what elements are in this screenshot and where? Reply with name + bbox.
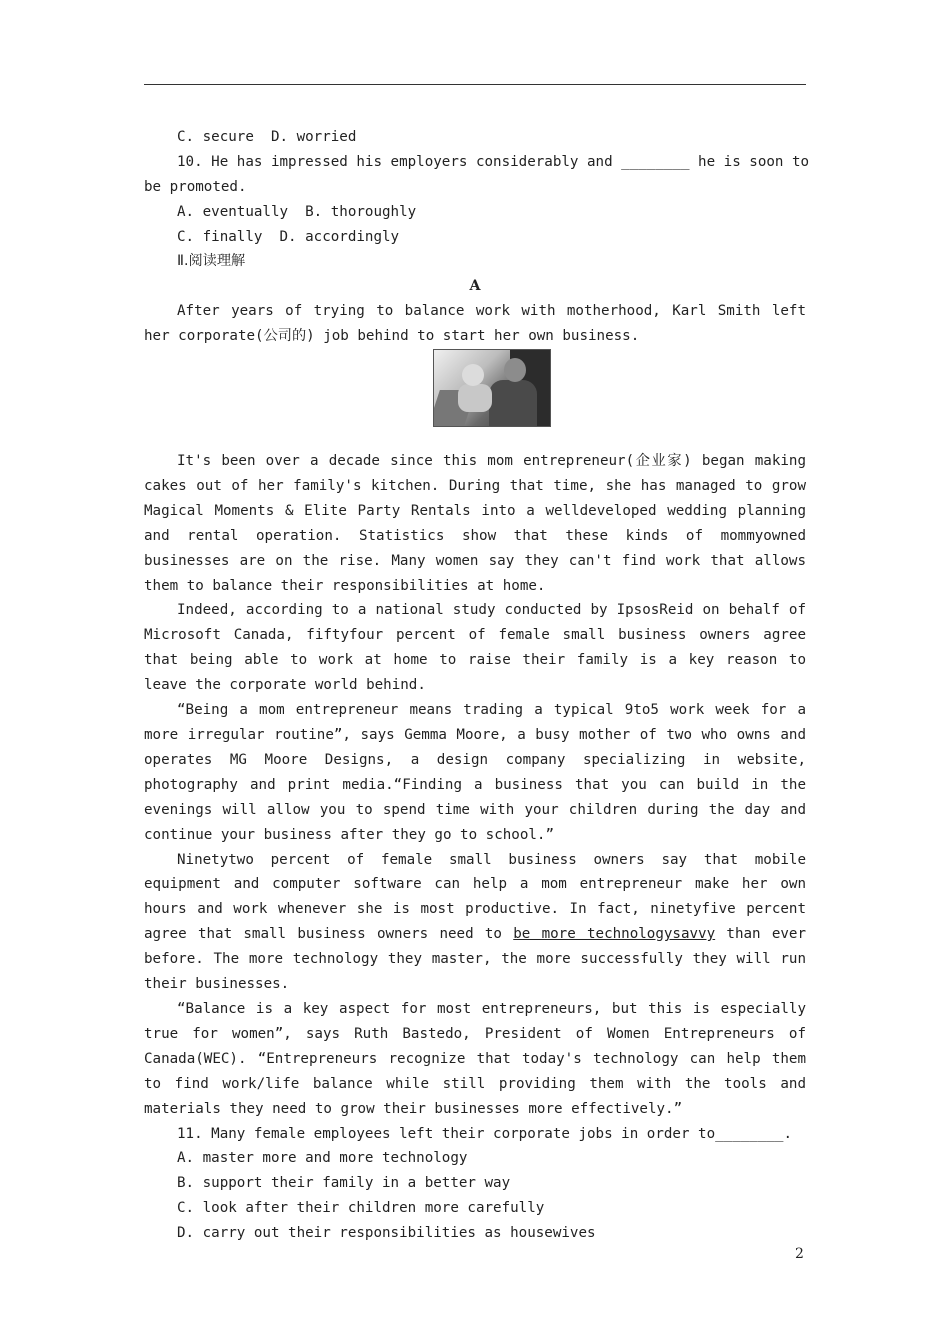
photo-container	[144, 349, 806, 449]
page-content	[144, 125, 810, 1246]
header-rule	[144, 84, 806, 85]
section-title: Ⅱ.阅读理解	[177, 253, 246, 270]
page-number: 2	[795, 1246, 804, 1262]
passage-paragraph-3: “Being a mom entrepreneur means trading a typical 9to5 work week for a more irregular routine”, says Gemma Moore, a busy mother of two who owns and operates MG Moore Designs, a design company specializing in website, photography and print media.“Finding a business that you can build in the evenings will allow you to spend time with your children during the day and continue your business after they go to school.”	[144, 702, 806, 843]
q11-stem: 11. Many female employees left their corporate jobs in order to________.	[177, 1125, 792, 1142]
q10-stem-line2: be promoted.	[144, 178, 247, 195]
paragraph-4-text-before: Ninetytwo percent of female small business owners say that mobile equipment and computer software can help a mom entrepreneur make her own hours and work whenever she is most productive. In fact, ninetyfive percent agree that small business owners need to	[144, 851, 806, 943]
passage-intro: After years of trying to balance work with motherhood, Karl Smith left her corporate(公司的) job behind to start her own business.	[144, 303, 806, 345]
q10-stem-line1: 10. He has impressed his employers considerably and ________ he is soon to	[177, 153, 810, 170]
underlined-phrase: be more technologysavvy	[513, 926, 716, 943]
passage-label: A	[469, 278, 481, 295]
mother-baby-laptop-photo	[433, 349, 551, 427]
passage-paragraph-2: Indeed, according to a national study conducted by IpsosReid on behalf of Microsoft Canada, fiftyfour percent of female small business owners agree that being able to work at home to raise their family is a key reason to leave the corporate world behind.	[144, 602, 806, 694]
passage-paragraph-5: “Balance is a key aspect for most entrepreneurs, but this is especially true for women”, says Ruth Bastedo, President of Women Entrepreneurs of Canada(WEC). “Entrepreneurs recognize that today's technology can help them to find work/life balance while still providing them with the tools and materials they need to grow their businesses more effectively.”	[144, 1000, 806, 1117]
q11-option-c: C. look after their children more carefully	[177, 1200, 545, 1217]
q11-option-b: B. support their family in a better way	[177, 1175, 511, 1192]
passage-paragraph-4	[144, 848, 806, 997]
q11-option-a: A. master more and more technology	[177, 1150, 468, 1167]
q10-options-ab: A. eventually B. thoroughly	[177, 203, 417, 220]
paragraph-4-text-after: than ever before. The more technology they master, the more successfully they will run their businesses.	[144, 926, 806, 993]
q10-options-cd: C. finally D. accordingly	[177, 228, 400, 245]
q9-options-cd: C. secure D. worried	[177, 129, 357, 145]
passage-paragraph-1: It's been over a decade since this mom entrepreneur(企业家) began making cakes out of her family's kitchen. During that time, she has managed to grow Magical Moments & Elite Party Rentals into a welldeveloped wedding planning and rental operation. Statistics show that these kinds of mommyowned businesses are on the rise. Many women say they can't find work that allows them to balance their responsibilities at home.	[144, 453, 806, 594]
q11-option-d: D. carry out their responsibilities as housewives	[177, 1225, 596, 1242]
